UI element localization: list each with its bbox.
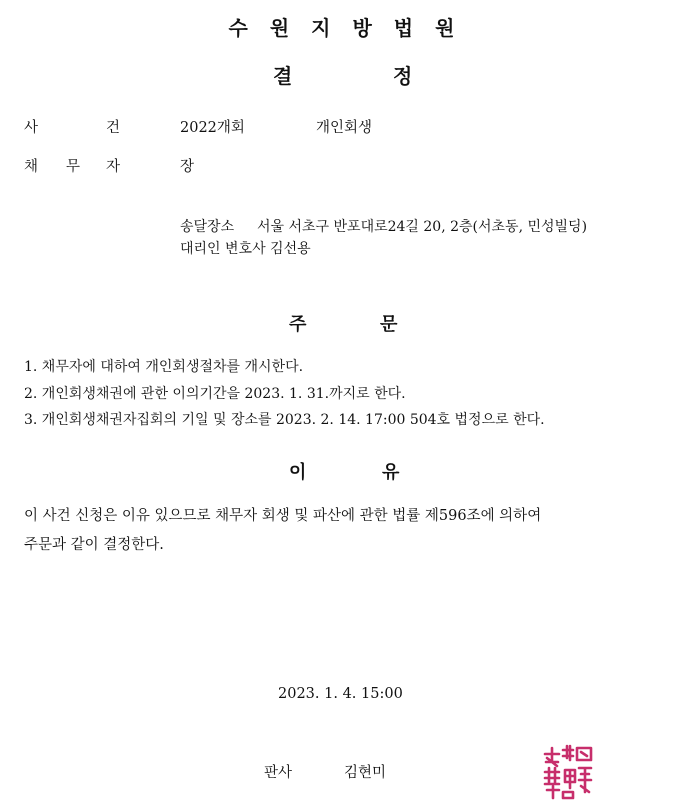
reason-line: 이 사건 신청은 이유 있으므로 채무자 회생 및 파산에 관한 법률 제596조에 의하여: [24, 508, 542, 524]
reason-line: 주문과 같이 결정한다.: [24, 537, 164, 553]
judge-title: 판사: [264, 765, 293, 781]
reason-text: [24, 502, 664, 560]
document-type-left: 결: [273, 64, 293, 88]
order-item: 2. 개인회생채권에 관한 이의기간을 2023. 1. 31.까지로 한다.: [24, 386, 406, 402]
order-title-right: 문: [380, 314, 398, 335]
order-item: 1. 채무자에 대하여 개인회생절차를 개시한다.: [24, 359, 304, 375]
order-item: 3. 개인회생채권자집회의 기일 및 장소를 2023. 2. 14. 17:00 504호 법정으로 한다.: [24, 412, 545, 428]
document-type-right: 정: [393, 64, 413, 88]
court-seal-stamp: [537, 740, 599, 802]
debtor-name: 장: [180, 159, 195, 175]
debtor-label-char: 무: [66, 159, 81, 175]
debtor-label-char: 자: [106, 159, 121, 175]
service-address-label: 송달장소: [180, 219, 235, 235]
decision-date: 2023. 1. 4. 15:00: [278, 686, 403, 702]
case-name: 개인회생: [316, 120, 373, 136]
case-number: 2022개회: [180, 120, 245, 136]
agent-attorney: 대리인 변호사 김선용: [180, 241, 311, 257]
service-address: 서울 서초구 반포대로24길 20, 2층(서초동, 민성빌딩): [257, 219, 588, 235]
case-label-char: 건: [106, 120, 121, 136]
case-label-char: 사: [24, 120, 39, 136]
court-name: 수원지방법원: [228, 16, 477, 40]
reason-title-right: 유: [382, 462, 400, 483]
judge-name: 김현미: [344, 765, 387, 781]
order-title-left: 주: [289, 314, 307, 335]
reason-title-left: 이: [289, 462, 307, 483]
debtor-label-char: 채: [24, 159, 39, 175]
